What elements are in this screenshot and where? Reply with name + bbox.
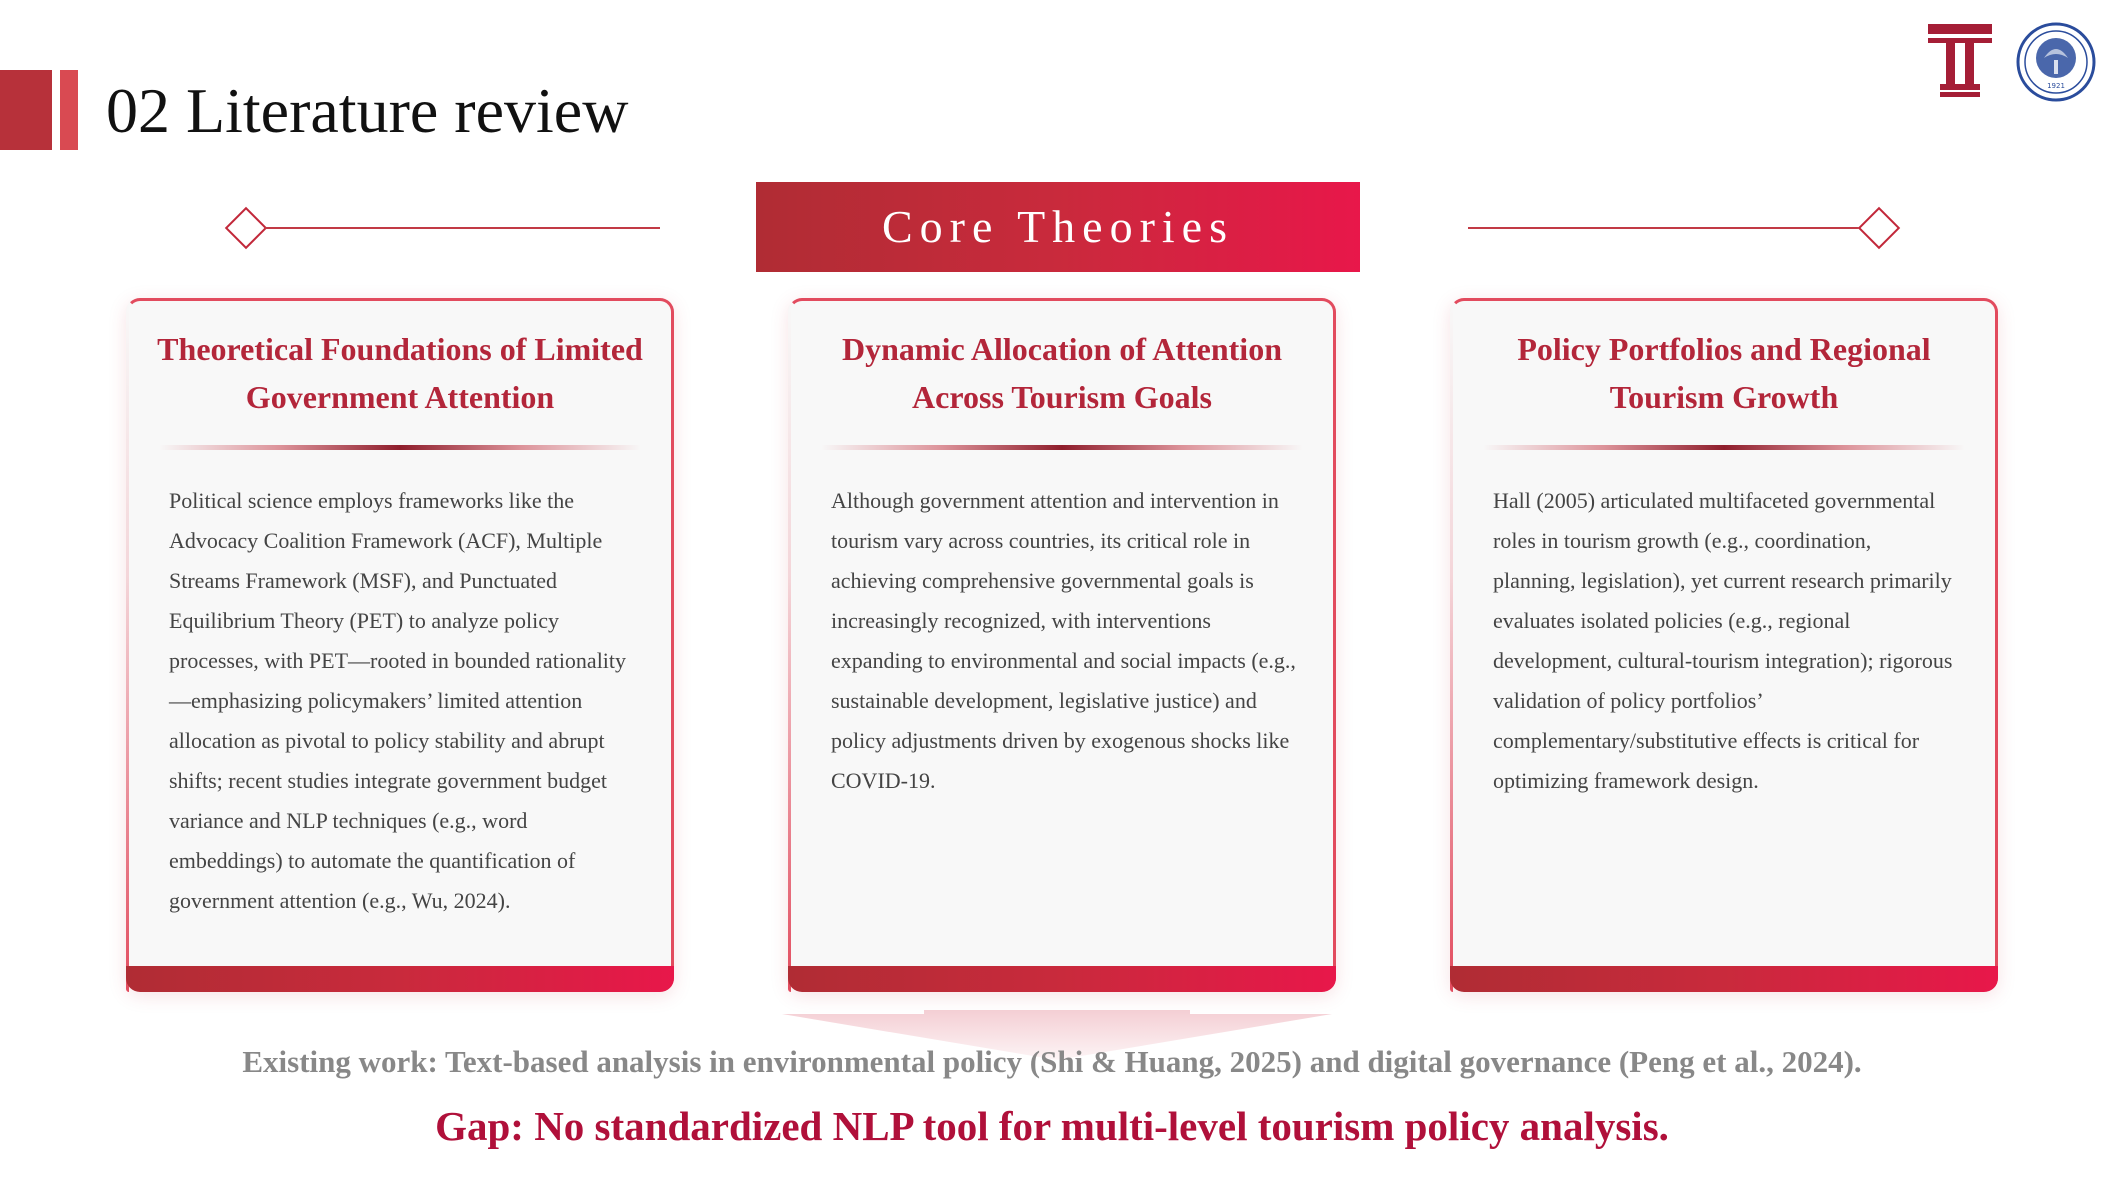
card-divider <box>821 445 1303 450</box>
research-gap-statement: Gap: No standardized NLP tool for multi-level tourism policy analysis. <box>435 1103 1669 1149</box>
card-body: Hall (2005) articulated multifaceted governmental roles in tourism growth (e.g., coordination, planning, legislation), yet current research primarily evaluates isolated policies (e.g., regional development, cultural-tourism integration); rigorous validation of policy portfolios’ complementary/substitutive effects is critical for optimizing framework design. <box>1493 488 1953 793</box>
title-accent-bar-light <box>60 70 78 150</box>
theory-card-2 <box>788 298 1336 992</box>
svg-text:1921: 1921 <box>2047 82 2065 90</box>
right-ornament-line <box>1468 227 1866 229</box>
left-diamond-ornament <box>225 207 267 249</box>
card-title: Policy Portfolios and Regional Tourism Growth <box>1517 331 1931 415</box>
card-divider <box>159 445 641 450</box>
left-ornament-line <box>264 227 660 229</box>
temple-t-logo <box>1926 22 1994 98</box>
card-title: Dynamic Allocation of Attention Across Tourism Goals <box>842 331 1282 415</box>
card-title: Theoretical Foundations of Limited Government Attention <box>157 331 643 415</box>
theory-card-3 <box>1450 298 1998 992</box>
card-footer-bar <box>1450 966 1998 992</box>
card-body: Although government attention and intervention in tourism vary across countries, its critical role in achieving comprehensive governmental goals is increasingly recognized, with interventions expanding to environmental and social impacts (e.g., sustainable development, legislative justice) and policy adjustments driven by exogenous shocks like COVID-19. <box>831 488 1296 793</box>
card-body: Political science employs frameworks like the Advocacy Coalition Framework (ACF), Multiple Streams Framework (MSF), and Punctuated Equilibrium Theory (PET) to analyze policy processes, with PET—rooted in bounded rationality—emphasizing policymakers’ limited attention allocation as pivotal to policy stability and abrupt shifts; recent studies integrate government budget variance and NLP techniques (e.g., word embeddings) to automate the quantification of government attention (e.g., Wu, 2024). <box>169 488 627 913</box>
core-theories-banner: Core Theories <box>756 182 1360 272</box>
right-diamond-ornament <box>1858 207 1900 249</box>
theory-card-1 <box>126 298 674 992</box>
existing-work-statement: Existing work: Text-based analysis in environmental policy (Shi & Huang, 2025) and digital governance (Peng et al., 2024). <box>242 1044 1862 1079</box>
university-seal-logo <box>2016 22 2096 102</box>
card-footer-bar <box>126 966 674 992</box>
card-divider <box>1483 445 1965 450</box>
page-title: 02 Literature review <box>106 75 629 146</box>
card-footer-bar <box>788 966 1336 992</box>
title-accent-bar <box>0 70 52 150</box>
